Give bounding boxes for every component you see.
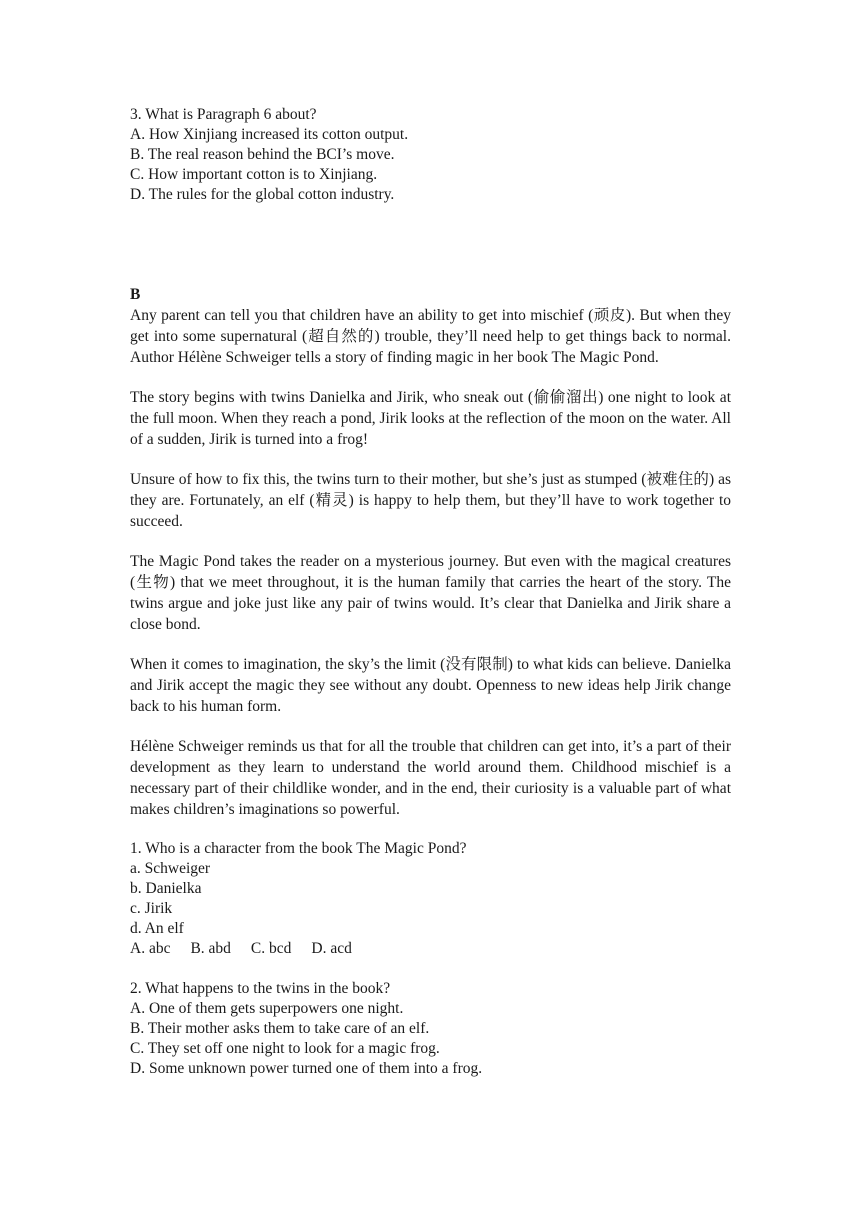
answer-choices-row (130, 939, 731, 959)
passage-paragraph: Unsure of how to fix this, the twins turn to their mother, but she’s just as stumped (被难住的) as they are. Fortunately, an elf (精灵) is happy to help them, but they’ll have to work together to succeed. (130, 471, 731, 530)
answer-option: A. abc (130, 940, 171, 957)
list-item: c. Jirik (130, 900, 173, 917)
answer-option: D. The rules for the global cotton industry. (130, 186, 395, 203)
answer-option: A. One of them gets superpowers one night. (130, 1000, 404, 1017)
answer-option: B. The real reason behind the BCI’s move. (130, 146, 395, 163)
question-text: 1. Who is a character from the book The Magic Pond? (130, 840, 467, 857)
answer-option: D. Some unknown power turned one of them into a frog. (130, 1060, 483, 1077)
question-text: 3. What is Paragraph 6 about? (130, 106, 317, 123)
answer-option: C. How important cotton is to Xinjiang. (130, 166, 378, 183)
list-item: b. Danielka (130, 880, 202, 897)
section-b (130, 285, 731, 820)
answer-option: D. acd (311, 940, 352, 957)
question-1 (130, 839, 731, 959)
section-heading: B (130, 286, 141, 303)
answer-option: C. bcd (250, 940, 292, 957)
passage-paragraph: Hélène Schweiger reminds us that for all the trouble that children can get into, it’s a part of their development as they learn to understand the world around them. Childhood mischief is a necessary part of their childlike wonder, and in the end, their curiosity is a valuable part of what makes children’s imaginations so powerful. (130, 738, 731, 818)
answer-option: C. They set off one night to look for a magic frog. (130, 1040, 440, 1057)
passage-paragraph: Any parent can tell you that children have an ability to get into mischief (顽皮). But when they get into some supernatural (超自然的) trouble, they’ll need help to get things back to normal. Author Hélène Schweiger tells a story of finding magic in her book The Magic Pond. (130, 307, 731, 366)
question-3-previous (130, 105, 731, 205)
question-2 (130, 979, 731, 1079)
question-text: 2. What happens to the twins in the book? (130, 980, 391, 997)
document-page (130, 105, 731, 1099)
passage-paragraph: When it comes to imagination, the sky’s the limit (没有限制) to what kids can believe. Danielka and Jirik accept the magic they see without any doubt. Openness to new ideas help Jirik change back to his human form. (130, 656, 731, 715)
list-item: d. An elf (130, 920, 184, 937)
passage-paragraph: The Magic Pond takes the reader on a mysterious journey. But even with the magical creatures (生物) that we meet throughout, it is the human family that carries the heart of the story. The twins argue and joke just like any pair of twins would. It’s clear that Danielka and Jirik share a close bond. (130, 553, 731, 633)
answer-option: A. How Xinjiang increased its cotton output. (130, 126, 409, 143)
answer-option: B. abd (190, 940, 231, 957)
answer-option: B. Their mother asks them to take care of an elf. (130, 1020, 430, 1037)
passage-paragraph: The story begins with twins Danielka and Jirik, who sneak out (偷偷溜出) one night to look at the full moon. When they reach a pond, Jirik looks at the reflection of the moon on the water. All of a sudden, Jirik is turned into a frog! (130, 389, 731, 448)
section-spacer (130, 225, 731, 285)
list-item: a. Schweiger (130, 860, 211, 877)
